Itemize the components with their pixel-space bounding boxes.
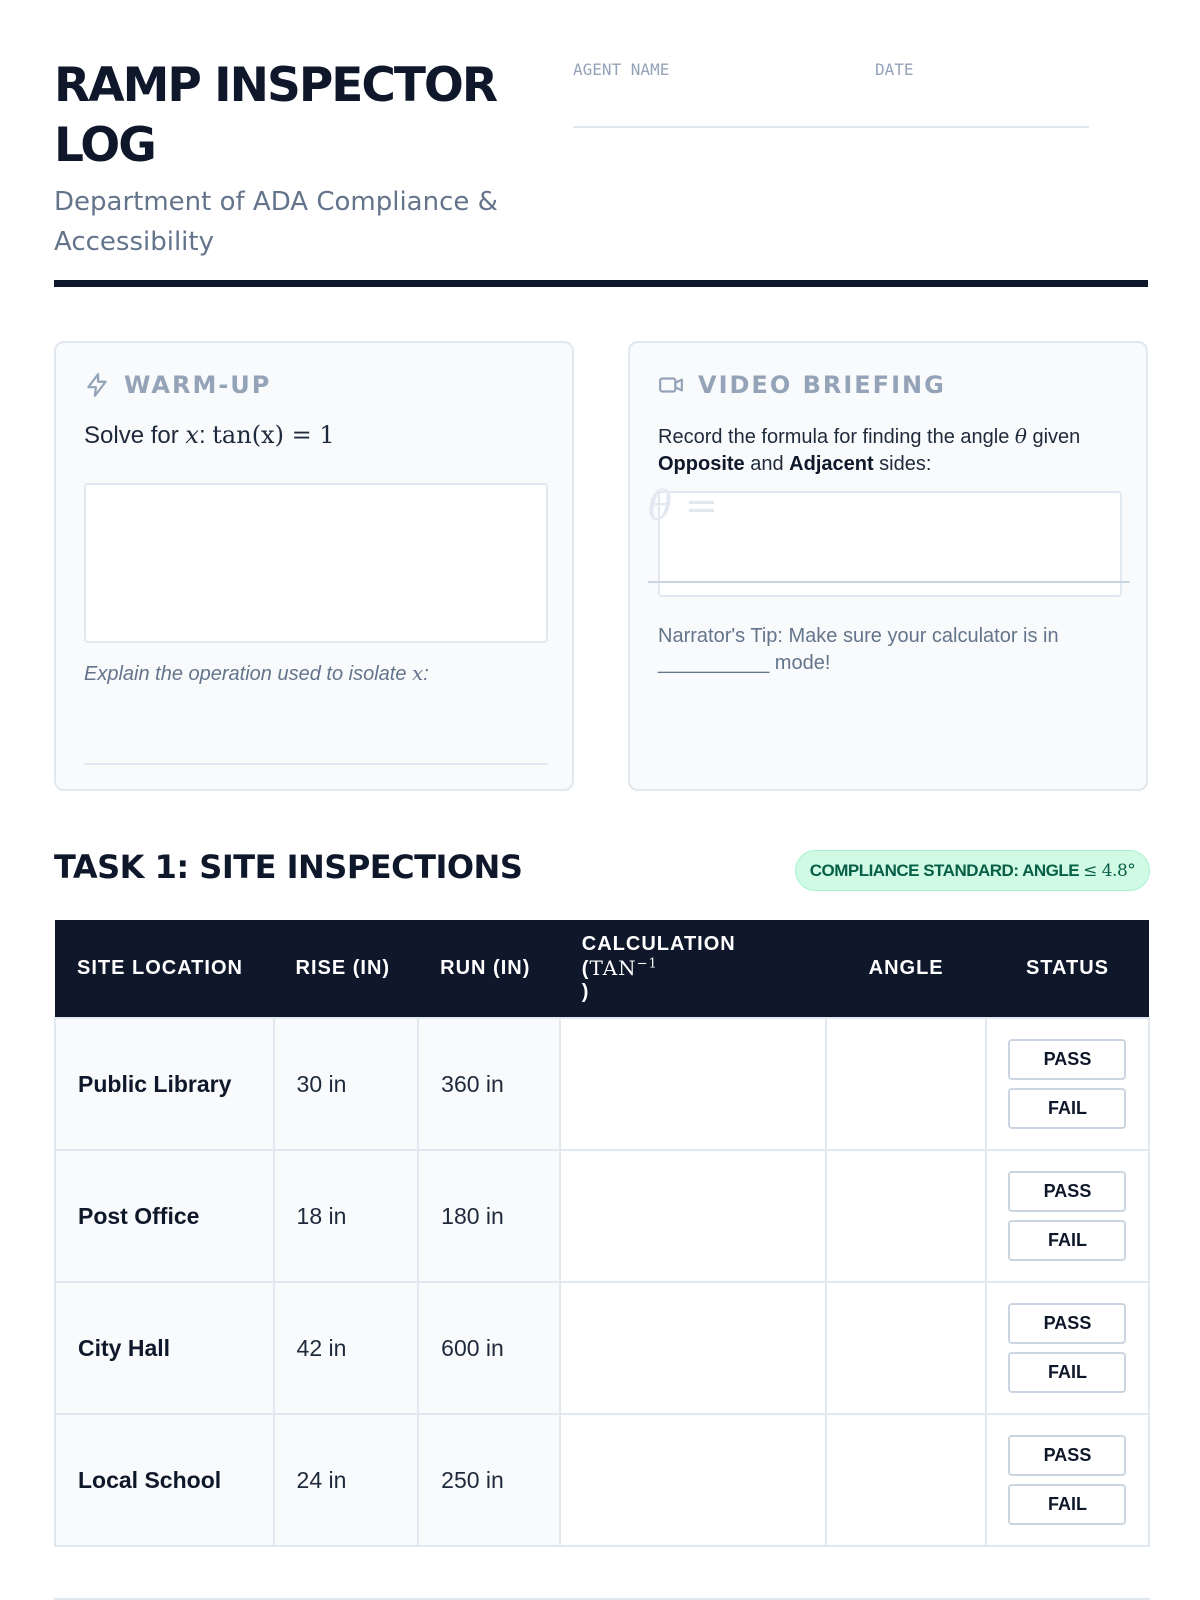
warmup-header (84, 371, 271, 399)
warmup-title: WARM-UP (124, 371, 272, 399)
video-instructions: Record the formula for finding the angle θ given Opposite and Adjacent sides: (658, 424, 1081, 475)
site-location-cell: Public Library (55, 1018, 274, 1150)
header-status: STATUS (986, 920, 1149, 1018)
fail-button[interactable]: FAIL (1008, 1220, 1126, 1261)
page-subtitle: Department of ADA Compliance & Accessibility (54, 187, 498, 257)
page-title: RAMP INSPECTOR LOG (54, 58, 497, 173)
agent-name-label: AGENT NAME (573, 60, 670, 79)
site-location-cell: City Hall (55, 1282, 274, 1414)
pass-button[interactable]: PASS (1008, 1303, 1126, 1344)
run-cell: 250 in (418, 1414, 560, 1546)
calculation-cell[interactable] (560, 1150, 827, 1282)
date-label: DATE (875, 60, 914, 79)
rise-cell: 30 in (274, 1018, 419, 1150)
explain-prompt: Explain the operation used to isolate x: (84, 661, 429, 685)
site-location-cell: Post Office (55, 1150, 274, 1282)
video-briefing-card (628, 341, 1148, 791)
rise-cell: 24 in (274, 1414, 419, 1546)
site-location-cell: Local School (55, 1414, 274, 1546)
compliance-badge: COMPLIANCE STANDARD: ANGLE ≤ 4.8° (795, 850, 1150, 891)
worksheet-header (54, 56, 1148, 262)
table-row (55, 1282, 1149, 1414)
status-cell (986, 1414, 1149, 1546)
table-row (55, 1018, 1149, 1150)
task-title: TASK 1: SITE INSPECTIONS (54, 848, 523, 886)
warmup-equation: tan(x) = 1 (212, 421, 335, 449)
header-calculation: CALCULATION ($TAN^{-1}$ ) (560, 920, 827, 1018)
explain-answer-line[interactable] (84, 763, 548, 765)
run-cell: 360 in (418, 1018, 560, 1150)
calculation-cell[interactable] (560, 1018, 827, 1150)
table-row (55, 1150, 1149, 1282)
calculation-cell[interactable] (560, 1282, 827, 1414)
warmup-answer-box[interactable] (84, 483, 548, 643)
header-divider (54, 280, 1148, 287)
fail-button[interactable]: FAIL (1008, 1484, 1126, 1525)
pass-button[interactable]: PASS (1008, 1171, 1126, 1212)
angle-cell[interactable] (826, 1018, 986, 1150)
lightning-icon (84, 372, 110, 398)
warmup-prompt: Solve for x: tan(x) = 1 (84, 421, 335, 449)
video-title: VIDEO BRIEFING (698, 371, 946, 399)
status-cell (986, 1282, 1149, 1414)
video-header (658, 371, 946, 399)
formula-answer-line (648, 581, 1130, 583)
angle-cell[interactable] (826, 1150, 986, 1282)
fail-button[interactable]: FAIL (1008, 1352, 1126, 1393)
formula-placeholder: θ = (648, 483, 719, 529)
run-cell: 180 in (418, 1150, 560, 1282)
rise-cell: 42 in (274, 1282, 419, 1414)
run-cell: 600 in (418, 1282, 560, 1414)
angle-cell[interactable] (826, 1414, 986, 1546)
header-run: RUN (IN) (418, 920, 560, 1018)
fail-button[interactable]: FAIL (1008, 1088, 1126, 1129)
rise-cell: 18 in (274, 1150, 419, 1282)
site-inspections-table (54, 920, 1150, 1547)
calculator-mode-blank[interactable]: __________ mode! (658, 652, 831, 674)
warmup-card (54, 341, 574, 791)
header-rise: RISE (IN) (274, 920, 419, 1018)
table-header-row (55, 920, 1149, 1018)
pass-button[interactable]: PASS (1008, 1435, 1126, 1476)
narrator-tip: Narrator's Tip: Make sure your calculator is in __________ mode! (658, 625, 1059, 674)
agent-date-field[interactable] (573, 56, 1089, 128)
status-cell (986, 1018, 1149, 1150)
status-cell (986, 1150, 1149, 1282)
pass-button[interactable]: PASS (1008, 1039, 1126, 1080)
angle-cell[interactable] (826, 1282, 986, 1414)
header-angle: ANGLE (826, 920, 986, 1018)
table-row (55, 1414, 1149, 1546)
header-site-location: SITE LOCATION (55, 920, 274, 1018)
video-camera-icon (658, 372, 684, 398)
calculation-cell[interactable] (560, 1414, 827, 1546)
